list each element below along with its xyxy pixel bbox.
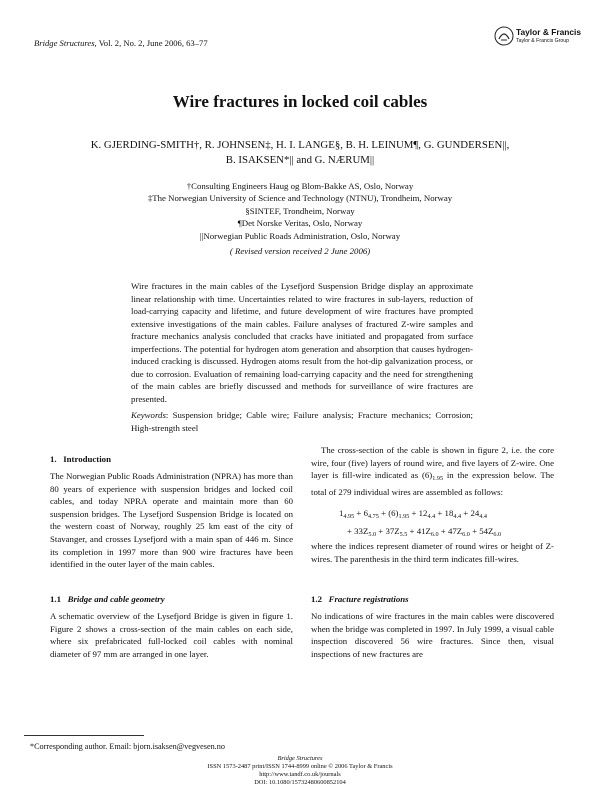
footer-url: http://www.tandf.co.uk/journals (259, 771, 341, 778)
journal-details: , Vol. 2, No. 2, June 2006, 63–77 (94, 38, 208, 48)
publisher-emblem-icon (494, 26, 514, 46)
publisher-name: Taylor & Francis (516, 27, 582, 37)
affiliation-1: †Consulting Engineers Haug og Blom-Bakke AS, Oslo, Norway (186, 181, 414, 191)
footer-journal: Bridge Structures (277, 755, 323, 762)
section-number: 1.2 (311, 594, 322, 604)
revision-note: ( Revised version received 2 June 2006) (229, 246, 371, 256)
affiliation-list (40, 180, 560, 242)
affiliation-4: ¶Det Norske Veritas, Oslo, Norway (237, 218, 363, 229)
section-title: Bridge and cable geometry (67, 594, 165, 604)
cross-section-text: The cross-section of the cable is shown in figure 2, i.e. the core wire, four (five) layers of round wire, and five layers of Z-wire. One layer is fill-wire indicated as $(6)_{1.95}$ in the expression below. The total of 279 individual wires are assembled as follows: (311, 445, 554, 497)
author-line-2: B. ISAKSEN*|| and G. NÆRUM|| (225, 154, 375, 166)
journal-name: Bridge Structures (34, 38, 95, 48)
keywords (131, 409, 473, 434)
equation-line-1: $1_{4.95} + 6_{4.75} + (6)_{1.95} + 12_{4.4} + 18_{4.4} + 24_{4.4}$ (339, 508, 487, 520)
section-number: 1. (50, 454, 57, 464)
footer-doi: DOI: 10.1080/15732480600852104 (254, 779, 346, 786)
fracture-registrations-text: No indications of wire fractures in the main cables were discovered when the bridge was completed in 1997. In July 1999, a visual cable inspection discovered 56 wire fractures. Since then, visual inspections of new fractures are (311, 611, 554, 659)
section-title: Fracture registrations (328, 594, 409, 604)
keywords-text: : Suspension bridge; Cable wire; Failure analysis; Fracture mechanics; Corrosion; High-strength steel (131, 410, 473, 433)
corresponding-author-footnote: *Corresponding author. Email: bjorn.isaksen@vegvesen.no (30, 742, 225, 751)
keywords-label: Keywords (131, 410, 166, 420)
section-heading-bridge-geometry (50, 594, 165, 604)
journal-reference (34, 38, 208, 48)
introduction-text: The Norwegian Public Roads Administration (NPRA) has more than 80 years of experience with suspension bridges and locked coil cables, and today NPRA operate and maintain more than 60 suspension bridges. The Lysefjord Suspension Bridge is located on the western coast of Norway, roughly 25 km east of the city of Stavanger, and crosses Lysefjord with a main span of 446 m. Since its completion in 1997 more than 900 wire fractures have been identified in the outer layer of the main cables. (50, 471, 293, 570)
publisher-logo (494, 26, 582, 52)
wire-assembly-equation (311, 506, 554, 542)
indices-text: where the indices represent diameter of round wires or height of Z-wires. The parenthesis in the third term indicates fill-wires. (311, 541, 554, 564)
author-line-1: K. GJERDING-SMITH†, R. JOHNSEN‡, H. I. LANGE§, B. H. LEINUM¶, G. GUNDERSEN||, (90, 139, 510, 151)
paper-title: Wire fractures in locked coil cables (172, 92, 428, 111)
equation-line-2: + $33Z_{5.0} + 37Z_{5.5} + 41Z_{6.0} + 47Z_{6.0} + 54Z_{6.0}$ (347, 526, 502, 538)
bridge-geometry-text: A schematic overview of the Lysefjord Bridge is given in figure 1. Figure 2 shows a cross-section of the main cables on each side, where six prefabricated full-locked coil cables with nominal diameter of 97 mm are arranged in one layer. (50, 611, 293, 659)
footer (0, 755, 600, 787)
affiliation-5: ||Norwegian Public Roads Administration, Oslo, Norway (199, 230, 401, 241)
footer-issn: ISSN 1573-2487 print/ISSN 1744-8999 online © 2006 Taylor & Francis (207, 763, 393, 770)
section-heading-introduction (50, 454, 111, 464)
section-title: Introduction (63, 454, 111, 464)
affiliation-3: §SINTEF, Trondheim, Norway (245, 205, 355, 216)
abstract: Wire fractures in the main cables of the Lysefjord Suspension Bridge display an approximate linear relationship with time. Uncertainties related to wire fractures in sub-layers, reduction of load-carrying capacity and lifetime, and future development of wire fractures have prompted extensive investigations of the main cables. Failure analyses of fractured Z-wire samples and fracture mechanics analysis concluded that cracks have initiated and propagated from surface imperfections. The potential for hydrogen atom generation and absorption that causes hydrogen-induced cracking is discussed. Hydrogen atoms result from the hot-dip galvanization process, or due to corrosion. Evaluation of remaining load-carrying capacity and the need for strengthening of the main cables are briefly discussed and methods for surveillance of wire fractures are presented. (131, 281, 473, 404)
affiliation-2: ‡The Norwegian University of Science and Technology (NTNU), Trondheim, Norway (147, 193, 453, 204)
author-list (40, 138, 560, 168)
section-number: 1.1 (50, 594, 61, 604)
section-heading-fracture-registrations (311, 594, 409, 604)
footnote-rule (24, 735, 144, 736)
publisher-group: Taylor & Francis Group (516, 38, 570, 44)
